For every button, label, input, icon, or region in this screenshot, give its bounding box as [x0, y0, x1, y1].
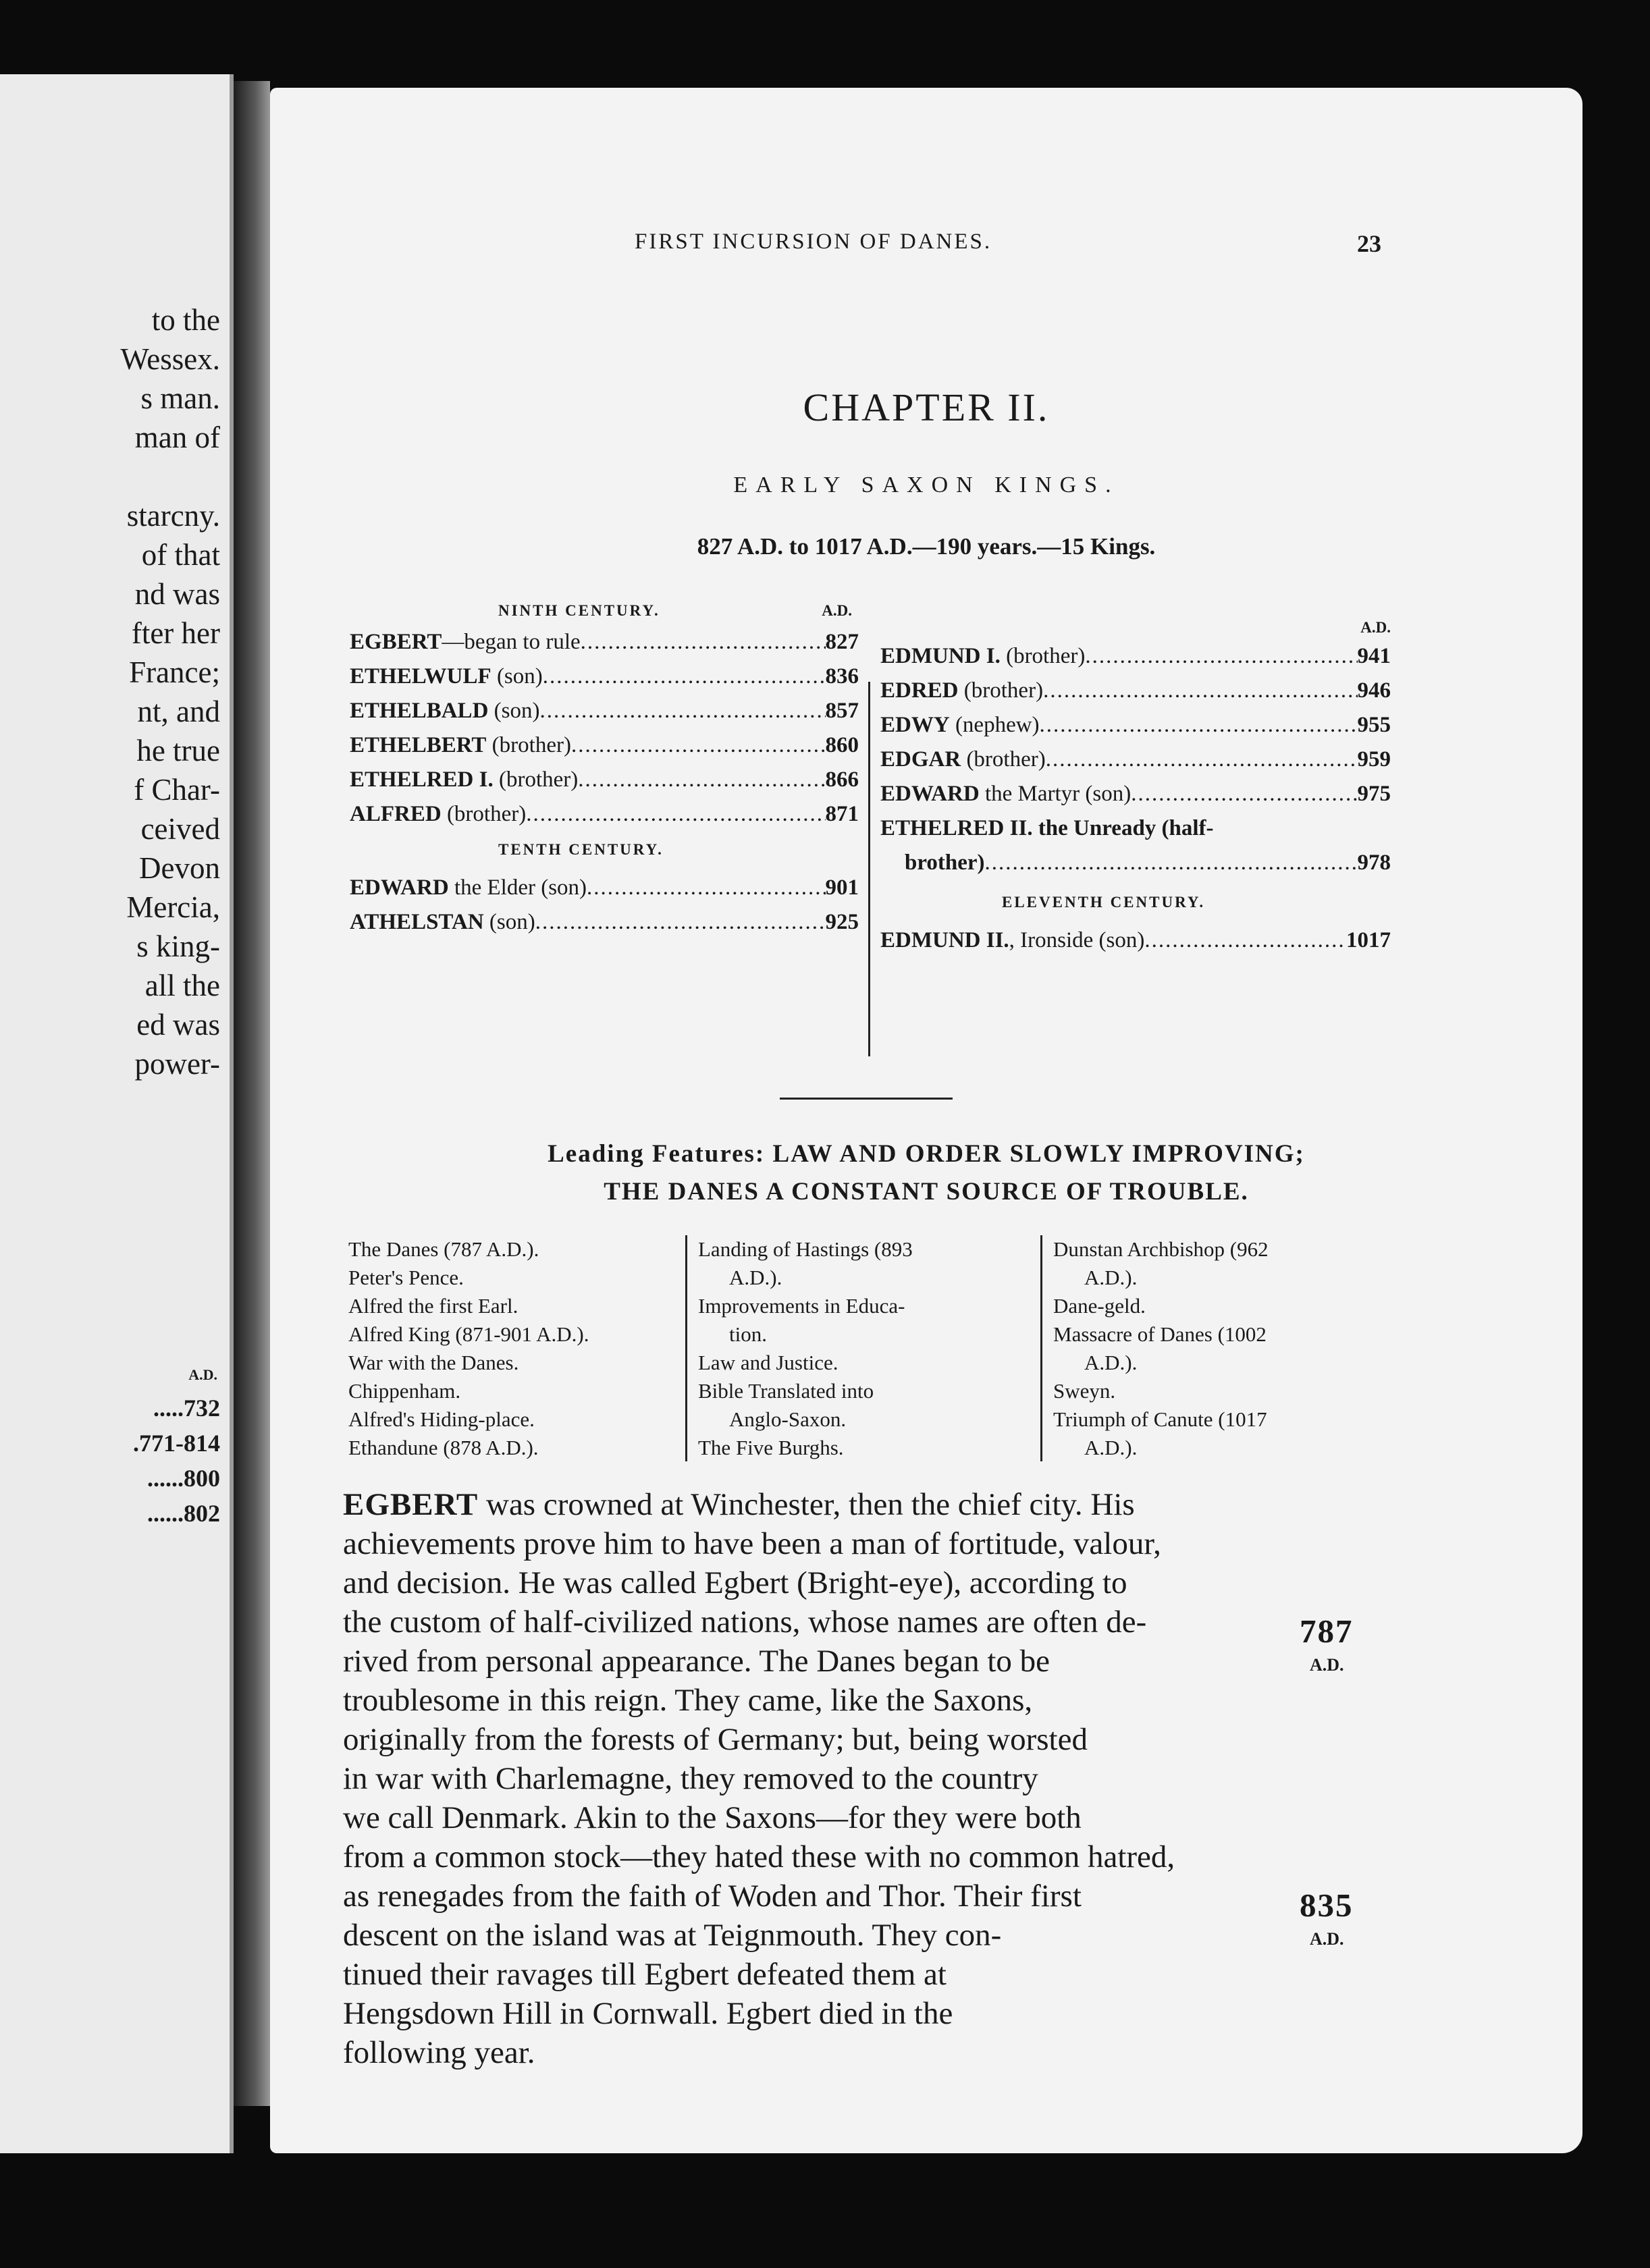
section-rule: [780, 1098, 953, 1100]
leader-dots: [985, 846, 1358, 880]
feature-item: War with the Danes.: [348, 1351, 519, 1374]
body-line: the custom of half-civilized nations, whose names are often de-: [343, 1604, 1147, 1640]
king-year: 857: [825, 699, 859, 723]
king-year: 866: [825, 767, 859, 792]
kings-column-right: [880, 611, 1391, 958]
feature-item: Anglo-Saxon.: [729, 1407, 847, 1431]
kings-list-ninth: [350, 625, 859, 832]
king-name: EGBERT: [350, 630, 442, 654]
feature-item: The Five Burghs.: [698, 1436, 844, 1459]
feature-item: Alfred's Hiding-place.: [348, 1407, 535, 1431]
page-number: 23: [1357, 230, 1381, 257]
king-relation: , Ironside (son): [1009, 928, 1145, 952]
facing-page-line: fter her: [131, 616, 220, 650]
king-year: 978: [1357, 850, 1391, 875]
body-line: as renegades from the faith of Woden and Thor. Their first: [343, 1879, 1082, 1914]
facing-page-number: ......802: [147, 1500, 220, 1527]
margin-year: 787: [1300, 1613, 1354, 1650]
king-year: 946: [1357, 678, 1391, 703]
feature-item: A.D.).: [729, 1266, 782, 1289]
king-relation: (son): [488, 699, 540, 723]
feature-item: Alfred King (871-901 A.D.).: [348, 1322, 589, 1346]
facing-page-line: man of: [134, 421, 220, 454]
king-entry: [880, 674, 1391, 708]
facing-page-line: s man.: [140, 381, 220, 415]
facing-page-line: to the: [151, 303, 220, 337]
king-relation: (son): [491, 664, 543, 688]
features-column-1: [348, 1235, 679, 1462]
king-year: 901: [825, 875, 859, 900]
leader-dots: [535, 905, 826, 940]
king-name: EDWARD: [350, 875, 449, 900]
feature-item: Dunstan Archbishop (962: [1053, 1237, 1269, 1261]
feature-item: A.D.).: [1084, 1266, 1138, 1289]
leader-dots: [581, 625, 826, 659]
facing-page-line: Wessex.: [120, 342, 220, 376]
king-relation: (brother): [493, 767, 579, 792]
leader-dots: [578, 763, 825, 797]
body-line: tinued their ravages till Egbert defeated them at: [343, 1957, 947, 1992]
king-relation: (brother): [441, 802, 527, 826]
book-gutter: [234, 81, 270, 2106]
king-name: ATHELSTAN: [350, 910, 484, 934]
leader-dots: [1043, 674, 1357, 708]
king-year: 955: [1357, 713, 1391, 737]
facing-page-line: Mercia,: [126, 890, 220, 924]
feature-item: A.D.).: [1084, 1351, 1138, 1374]
king-year: 1017: [1346, 928, 1391, 952]
facing-page-line: nt, and: [137, 695, 220, 728]
king-year: 959: [1357, 747, 1391, 772]
king-relation: brother): [905, 850, 985, 875]
king-year: 827: [825, 630, 859, 654]
king-relation: the Elder (son): [448, 875, 587, 900]
king-entry: [880, 639, 1391, 674]
leader-dots: [539, 694, 825, 728]
facing-page-line: starcny.: [126, 499, 220, 533]
facing-page-number: .771-814: [133, 1430, 220, 1457]
body-line: Hengsdown Hill in Cornwall. Egbert died in the: [343, 1996, 953, 2031]
leader-dots: [587, 871, 825, 905]
king-year: 975: [1357, 782, 1391, 806]
king-name: EDMUND I.: [880, 644, 1001, 668]
king-entry: [350, 625, 859, 659]
leader-dots: [543, 659, 826, 694]
king-relation: the Martyr (son): [979, 782, 1132, 806]
body-line: and decision. He was called Egbert (Bright-eye), according to: [343, 1565, 1127, 1600]
king-entry: [880, 811, 1391, 846]
king-entry: [350, 797, 859, 832]
column-divider: [1040, 1235, 1042, 1461]
king-year: 941: [1357, 644, 1391, 668]
feature-item: Ethandune (878 A.D.).: [348, 1436, 539, 1459]
body-line: achievements prove him to have been a man of fortitude, valour,: [343, 1526, 1161, 1561]
king-entry: [350, 905, 859, 940]
facing-page-line: ed was: [136, 1008, 220, 1042]
leading-features-line-1: Leading Features: LAW AND ORDER SLOWLY IMPROVING;: [548, 1140, 1305, 1168]
king-entry: [880, 777, 1391, 811]
facing-page-line: s king-: [136, 929, 220, 963]
king-name: EDRED: [880, 678, 959, 703]
feature-item: Massacre of Danes (1002: [1053, 1322, 1267, 1346]
king-relation: (brother): [1000, 644, 1086, 668]
facing-page-line: f Char-: [134, 773, 220, 807]
king-name: ETHELBERT: [350, 733, 487, 757]
king-name: EDMUND II.: [880, 928, 1009, 952]
facing-page-number: ......800: [147, 1465, 220, 1492]
feature-item: tion.: [729, 1322, 767, 1346]
feature-item: Improvements in Educa-: [698, 1294, 905, 1318]
column-divider: [685, 1235, 687, 1461]
kings-list-tenth: [350, 871, 859, 940]
feature-item: Peter's Pence.: [348, 1266, 464, 1289]
kings-list-eleventh: [880, 923, 1391, 958]
king-year: 871: [825, 802, 859, 826]
century-heading: NINTH CENTURY.: [498, 602, 660, 619]
feature-item: Alfred the first Earl.: [348, 1294, 518, 1318]
king-name: ETHELWULF: [350, 664, 491, 688]
feature-item: Chippenham.: [348, 1379, 461, 1403]
book-page: [270, 88, 1582, 2153]
leader-dots: [1040, 708, 1358, 742]
king-entry: [350, 694, 859, 728]
king-name: ALFRED: [350, 802, 442, 826]
feature-item: Sweyn.: [1053, 1379, 1116, 1403]
body-line: [343, 1485, 1396, 1524]
leader-dots: [1131, 777, 1357, 811]
king-entry: [880, 846, 1391, 880]
feature-item: Bible Translated into: [698, 1379, 874, 1403]
king-entry: [350, 763, 859, 797]
facing-page-line: he true: [136, 734, 220, 767]
leader-dots: [1085, 639, 1357, 674]
leader-dots: [526, 797, 825, 832]
facing-page-line: ceived: [140, 812, 220, 846]
leading-features-line-2: THE DANES A CONSTANT SOURCE OF TROUBLE.: [604, 1178, 1249, 1206]
facing-page-line: all the: [144, 969, 220, 1002]
leader-dots: [1144, 923, 1346, 958]
features-column-3: [1053, 1235, 1388, 1462]
king-relation: (brother): [486, 733, 571, 757]
king-name: EDWARD: [880, 782, 980, 806]
chapter-date-range: 827 A.D. to 1017 A.D.—190 years.—15 Kings.: [697, 533, 1156, 560]
facing-page-line: [120, 457, 220, 496]
body-line-text: was crowned at Winchester, then the chief city. His: [478, 1487, 1135, 1522]
king-relation: (nephew): [949, 713, 1040, 737]
chapter-title: CHAPTER II.: [803, 385, 1050, 429]
ad-column-label: A.D.: [1360, 619, 1391, 636]
king-name: ETHELRED I.: [350, 767, 494, 792]
lead-word: EGBERT: [343, 1487, 479, 1522]
century-heading: ELEVENTH CENTURY.: [1002, 894, 1206, 911]
feature-item: Triumph of Canute (1017: [1053, 1407, 1267, 1431]
king-year: 860: [825, 733, 859, 757]
facing-page-numbers: [133, 1390, 220, 1531]
king-entry: [880, 708, 1391, 742]
facing-page: [0, 74, 234, 2153]
body-line: following year.: [343, 2035, 535, 2070]
ad-column-label: A.D.: [822, 602, 852, 619]
facing-page-line: France;: [129, 655, 220, 689]
facing-page-line: of that: [141, 538, 220, 572]
king-entry: [350, 871, 859, 905]
king-entry: [880, 923, 1391, 958]
running-title: FIRST INCURSION OF DANES.: [635, 230, 992, 254]
margin-ad-label: A.D.: [1310, 1929, 1344, 1949]
facing-page-number: .....732: [153, 1395, 220, 1422]
body-line: we call Denmark. Akin to the Saxons—for they were both: [343, 1800, 1082, 1835]
margin-ad-label: A.D.: [1310, 1655, 1344, 1675]
king-relation: (son): [483, 910, 535, 934]
king-entry: [880, 742, 1391, 777]
facing-page-line: nd was: [134, 577, 220, 611]
king-year: 836: [825, 664, 859, 688]
king-relation: (brother): [958, 678, 1044, 703]
facing-page-ad-label: A.D.: [188, 1366, 217, 1383]
chapter-subtitle: EARLY SAXON KINGS.: [733, 473, 1119, 497]
body-line: rived from personal appearance. The Danes began to be: [343, 1644, 1050, 1679]
margin-year: 835: [1300, 1887, 1354, 1924]
king-entry: [350, 659, 859, 694]
king-name: EDWY: [880, 713, 950, 737]
feature-item: The Danes (787 A.D.).: [348, 1237, 539, 1261]
feature-item: Dane-geld.: [1053, 1294, 1146, 1318]
leader-dots: [571, 728, 826, 763]
king-year: 925: [825, 910, 859, 934]
feature-item: A.D.).: [1084, 1436, 1138, 1459]
body-line: from a common stock—they hated these with no common hatred,: [343, 1839, 1175, 1874]
feature-item: Law and Justice.: [698, 1351, 839, 1374]
body-line: originally from the forests of Germany; but, being worsted: [343, 1722, 1088, 1757]
century-heading: TENTH CENTURY.: [498, 841, 664, 858]
column-divider: [868, 682, 870, 1056]
facing-page-line: power-: [134, 1047, 220, 1081]
facing-page-text: [120, 300, 220, 1083]
features-column-2: [698, 1235, 1033, 1462]
king-relation: —began to rule: [442, 630, 581, 654]
king-entry-text: ETHELRED II. the Unready (half-: [880, 816, 1214, 840]
king-relation: (brother): [961, 747, 1046, 772]
body-line: troublesome in this reign. They came, like the Saxons,: [343, 1683, 1033, 1718]
kings-list-tenth-right: [880, 639, 1391, 811]
body-text: [343, 1485, 1396, 2072]
king-entry: [350, 728, 859, 763]
king-name: EDGAR: [880, 747, 961, 772]
king-name: ETHELBALD: [350, 699, 489, 723]
body-line: descent on the island was at Teignmouth. They con-: [343, 1918, 1002, 1953]
facing-page-line: Devon: [139, 851, 220, 885]
leader-dots: [1046, 742, 1358, 777]
body-line: in war with Charlemagne, they removed to the country: [343, 1761, 1038, 1796]
feature-item: Landing of Hastings (893: [698, 1237, 913, 1261]
kings-column-left: [350, 595, 859, 940]
